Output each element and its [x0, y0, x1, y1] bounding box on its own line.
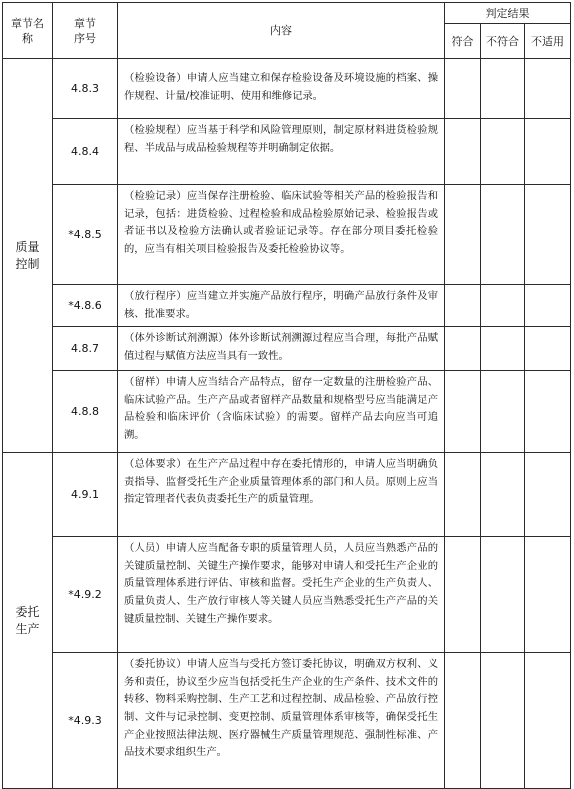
row-content: （检验记录）应当保存注册检验、临床试验等相关产品的检验报告和记录，包括：进货检验、过程检验和成品检验原始记录、检验报告或者证书以及检验方法确认或者验证记录等。存在部分项目委托检验的，应当有相关项目检验报告及委托检验协议等。 [118, 185, 445, 285]
cell-na[interactable] [525, 653, 571, 789]
table-row [3, 119, 571, 185]
cell-na[interactable] [525, 185, 571, 285]
cell-fail[interactable] [481, 185, 525, 285]
header-na-label: 不适用 [531, 34, 564, 48]
row-number: 4.8.4 [53, 119, 118, 185]
header-result: 判定结果 [445, 3, 571, 24]
cell-fail[interactable] [481, 119, 525, 185]
chapter-outsourced-production [3, 453, 53, 789]
cell-pass[interactable] [445, 653, 481, 789]
row-number: *4.8.5 [53, 185, 118, 285]
header-pass [445, 24, 481, 59]
cell-fail[interactable] [481, 285, 525, 327]
chapter-quality-control [3, 59, 53, 453]
table-row [3, 371, 571, 453]
row-content: （留样）申请人应当结合产品特点，留存一定数量的注册检验产品、临床试验产品。生产产品或者留样产品数量和规格型号应当能满足产品检验和临床评价（含临床试验）的需要。留样产品去向应当可追溯。 [118, 371, 445, 453]
cell-pass[interactable] [445, 453, 481, 537]
cell-na[interactable] [525, 371, 571, 453]
table-row [3, 537, 571, 653]
table-row [3, 327, 571, 371]
cell-na[interactable] [525, 285, 571, 327]
cell-pass[interactable] [445, 59, 481, 119]
table-row [3, 185, 571, 285]
cell-na[interactable] [525, 537, 571, 653]
header-fail-label: 不符合 [486, 34, 519, 48]
inspection-table [2, 2, 571, 789]
row-number: *4.9.2 [53, 537, 118, 653]
chapter-label: 质量控制 [15, 239, 40, 271]
cell-pass[interactable] [445, 371, 481, 453]
cell-na[interactable] [525, 59, 571, 119]
header-content: 内容 [118, 3, 445, 59]
cell-na[interactable] [525, 453, 571, 537]
cell-fail[interactable] [481, 537, 525, 653]
cell-pass[interactable] [445, 185, 481, 285]
table-row [3, 285, 571, 327]
row-content: （体外诊断试剂溯源）体外诊断试剂溯源过程应当合理，每批产品赋值过程与赋值方法应当具有一致性。 [118, 327, 445, 371]
cell-na[interactable] [525, 119, 571, 185]
row-number: 4.9.1 [53, 453, 118, 537]
row-number: *4.9.3 [53, 653, 118, 789]
row-content: （检验设备）申请人应当建立和保存检验设备及环境设施的档案、操作规程、计量/校准证明、使用和维修记录。 [118, 59, 445, 119]
cell-fail[interactable] [481, 59, 525, 119]
row-content: （放行程序）应当建立并实施产品放行程序，明确产品放行条件及审核、批准要求。 [118, 285, 445, 327]
header-pass-label: 符合 [451, 34, 474, 48]
row-content: （总体要求）在生产产品过程中存在委托情形的，申请人应当明确负责指导、监督受托生产企业质量管理体系的部门和人员。原则上应当指定管理者代表负责委托生产的质量管理。 [118, 453, 445, 537]
cell-pass[interactable] [445, 119, 481, 185]
row-number: *4.8.6 [53, 285, 118, 327]
header-chapter-name: 章节名称 [3, 3, 53, 59]
cell-fail[interactable] [481, 653, 525, 789]
cell-fail[interactable] [481, 327, 525, 371]
cell-pass[interactable] [445, 285, 481, 327]
header-chapter-no: 章节序号 [53, 3, 118, 59]
chapter-label: 委托生产 [15, 604, 40, 636]
row-number: 4.8.8 [53, 371, 118, 453]
cell-pass[interactable] [445, 327, 481, 371]
cell-fail[interactable] [481, 371, 525, 453]
table-row [3, 653, 571, 789]
row-content: （人员）申请人应当配备专职的质量管理人员，人员应当熟悉产品的关键质量控制、关键生产操作要求，能够对申请人和受托生产企业的质量管理体系进行评估、审核和监督。受托生产企业的生产负责人、质量负责人、生产放行审核人等关键人员应当熟悉受托生产产品的关键质量控制、关键生产操作要求。 [118, 537, 445, 653]
cell-fail[interactable] [481, 453, 525, 537]
header-fail [481, 24, 525, 59]
cell-na[interactable] [525, 327, 571, 371]
row-content: （委托协议）申请人应当与受托方签订委托协议，明确双方权利、义务和责任，协议至少应当包括受托生产企业的生产条件、技术文件的转移、物料采购控制、生产工艺和过程控制、成品检验、产品放行控制、文件与记录控制、变更控制、质量管理体系审核等，确保受托生产企业按照法律法规、医疗器械生产质量管理规范、强制性标准、产品技术要求组织生产。 [118, 653, 445, 789]
table-row [3, 453, 571, 537]
row-number: 4.8.3 [53, 59, 118, 119]
table-row [3, 59, 571, 119]
header-na [525, 24, 571, 59]
cell-pass[interactable] [445, 537, 481, 653]
row-number: 4.8.7 [53, 327, 118, 371]
row-content: （检验规程）应当基于科学和风险管理原则，制定原材料进货检验规程、半成品与成品检验规程等并明确制定依据。 [118, 119, 445, 185]
